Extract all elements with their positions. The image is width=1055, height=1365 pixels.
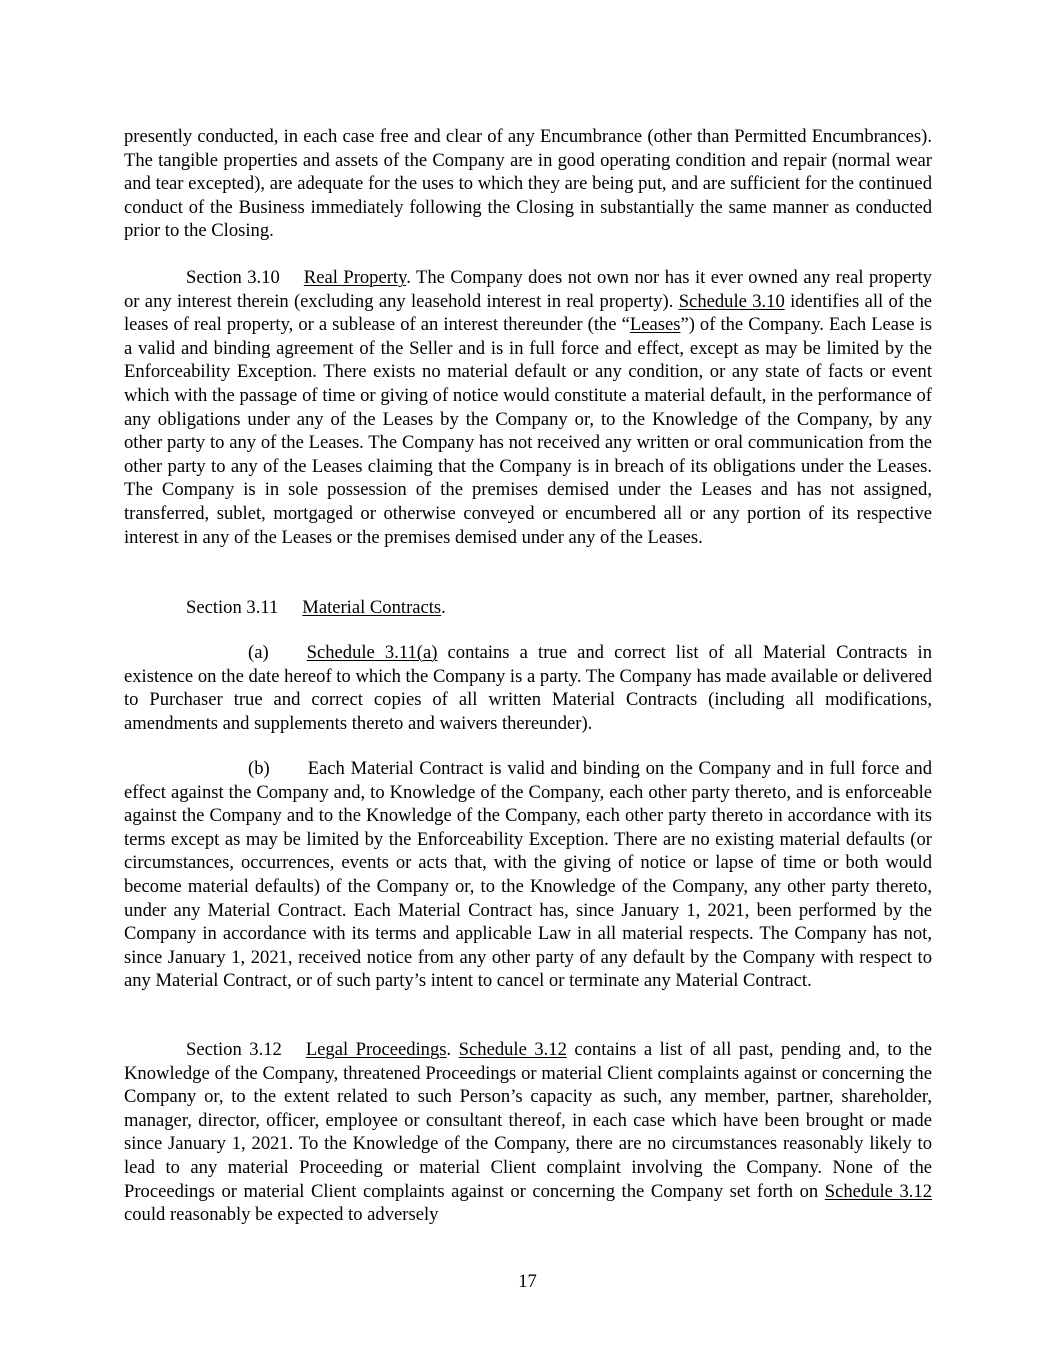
section-3-11-heading-line (124, 596, 932, 620)
section-3-11-a-text: contains a true and correct list of all Material Contracts in existence on the date hereof to which the Company is a party. The Company has made available or delivered to Purchaser true and correct copies of all written Material Contracts (including all modifications, amendments and supplements thereto and waivers thereunder). (124, 642, 932, 734)
section-3-12-number: Section 3.12 (186, 1039, 282, 1060)
section-3-10-text-2: identifies all of the leases of real property, or a sublease of an interest thereunder (the “ (124, 290, 933, 336)
section-3-12-text-3: could reasonably be expected to adversely (124, 1204, 439, 1226)
section-3-12-text-1: . (446, 1039, 459, 1060)
section-3-10-text-1: . The Company does not own nor has it ever owned any real property or any interest therein (excluding any leasehold interest in real property). (124, 267, 932, 312)
section-3-10-text-3: ”) of the Company. Each Lease is a valid and binding agreement of the Seller and is in full force and effect, except as may be limited by the Enforceability Exception. There exists no material default or any condition, or any state of facts or event which with the passage of time or giving of notice would constitute a material default, in the performance of any obligations under any of the Leases by the Company or, to the Knowledge of the Company, by any other party to any of the Leases. The Company has not received any written or oral communication from the other party to any of the Leases claiming that the Company is in breach of its obligations under the Leases. The Company is in sole possession of the premises demised under the Leases and has not assigned, transferred, sublet, mortgaged or otherwise conveyed or encumbered all or any portion of its respective interest in any of the Leases or the premises demised under any of the Leases. (124, 314, 932, 548)
section-3-10-number: Section 3.10 (186, 267, 280, 288)
section-3-11-b-text: Each Material Contract is valid and binding on the Company and in full force and effect against the Company and, to Knowledge of the Company, each other party thereto, and is enforceable against the Company and to the Knowledge of the Company, each other party thereto in accordance with its terms except as may be limited by the Enforceability Exception. There are no existing material defaults (or circumstances, occurrences, events or acts that, with the giving of notice or lapse of time or both would become material defaults) of the Company or, to the Knowledge of the Company, any other party thereto, under any Material Contract. Each Material Contract has, since January 1, 2021, been performed by the Company in accordance with its terms and applicable Law in all material respects. The Company has not, since January 1, 2021, received notice from any other party of any default by the Company with respect to any Material Contract, or of such party’s intent to cancel or terminate any Material Contract. (124, 758, 932, 992)
section-3-11-heading-end: . (441, 597, 446, 618)
section-3-11-a-label: (a) (248, 642, 269, 663)
section-3-10-defined-term: Leases (629, 314, 681, 336)
section-3-10-heading: Real Property (303, 267, 407, 288)
section-3-11-b-paragraph (124, 757, 932, 993)
section-3-12-heading: Legal Proceedings (305, 1039, 447, 1060)
section-3-11-number: Section 3.11 (186, 597, 279, 618)
section-3-12-text-2: contains a list of all past, pending and, to the Knowledge of the Company, threatened Proceedings or material Client complaints against or concerning the Company or, to the extent related to such Person’s capacity as such, any member, partner, shareholder, manager, director, officer, employee or consultant thereof, in each case which have been brought or made since January 1, 2021. To the Knowledge of the Company, there are no circumstances reasonably likely to lead to any material Proceeding or material Client complaint involving the Company. None of the Proceedings or material Client complaints against or concerning the Company set forth on (124, 1039, 933, 1202)
section-3-12-paragraph (124, 1038, 932, 1227)
section-3-12-schedule-ref: Schedule 3.12 (458, 1039, 567, 1060)
section-3-11-a-paragraph (124, 641, 932, 735)
page-number: 17 (518, 1271, 537, 1292)
section-3-11-heading: Material Contracts (302, 597, 442, 618)
section-3-10-schedule-ref: Schedule 3.10 (678, 290, 785, 312)
section-3-11-a-schedule-ref: Schedule 3.11(a) (306, 642, 438, 663)
section-3-11-b-label: (b) (248, 758, 270, 779)
section-3-12-schedule-ref-2: Schedule 3.12 (824, 1180, 933, 1202)
section-3-10-paragraph (124, 266, 932, 549)
continuation-paragraph (124, 125, 932, 243)
continuation-text: presently conducted, in each case free and clear of any Encumbrance (other than Permitted Encumbrances). The tangible properties and assets of the Company are in good operating condition and repair (normal wear and tear excepted), are adequate for the uses to which they are being put, and are sufficient for the continued conduct of the Business immediately following the Closing in substantially the same manner as conducted prior to the Closing. (124, 126, 932, 242)
